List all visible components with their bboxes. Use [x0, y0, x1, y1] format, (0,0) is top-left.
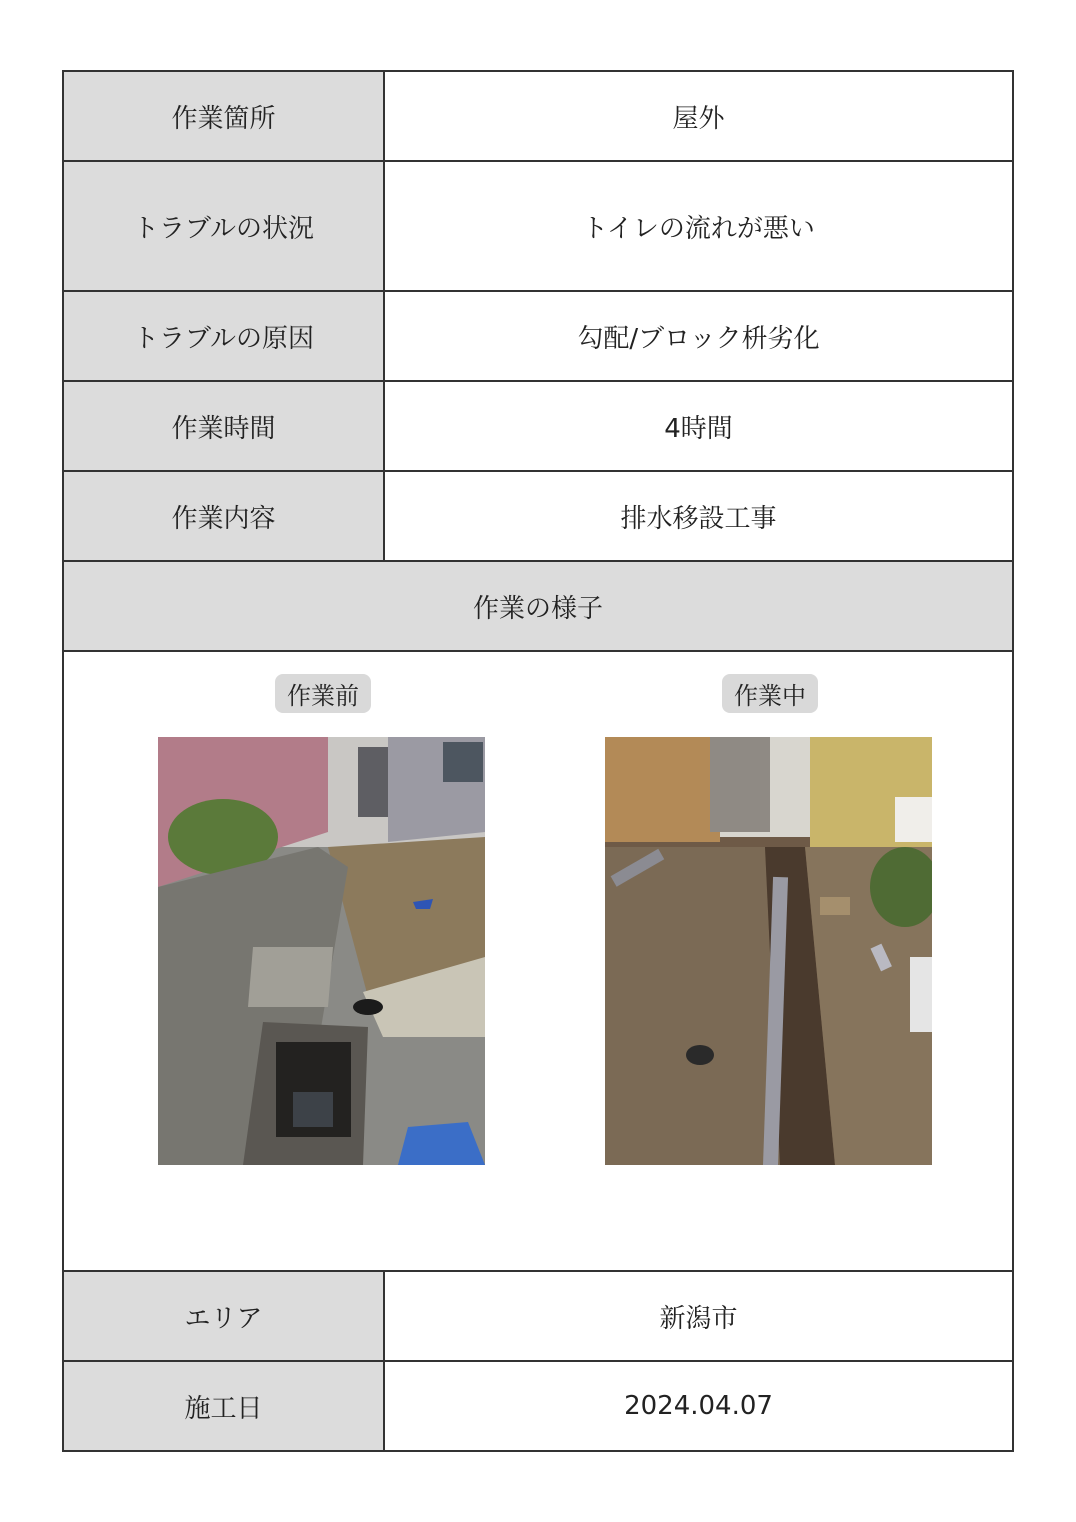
- row-work-time: [62, 380, 1014, 470]
- row-work-location: [62, 70, 1014, 160]
- row-construction-date: [62, 1360, 1014, 1452]
- work-time-label: 作業時間: [64, 382, 385, 470]
- work-location-label: 作業箇所: [64, 72, 385, 160]
- trouble-status-value: トイレの流れが悪い: [385, 162, 1012, 290]
- work-content-label: 作業内容: [64, 472, 385, 560]
- construction-date-value: 2024.04.07: [385, 1362, 1012, 1450]
- before-photo: [158, 737, 485, 1165]
- photo-section: [62, 650, 1014, 1270]
- trouble-cause-value: 勾配/ブロック枡劣化: [385, 292, 1012, 380]
- trouble-cause-label: トラブルの原因: [64, 292, 385, 380]
- during-photo: [605, 737, 932, 1165]
- photo-section-heading: 作業の様子: [62, 560, 1014, 650]
- area-value: 新潟市: [385, 1272, 1012, 1360]
- before-photo-column: [158, 674, 488, 1165]
- work-content-value: 排水移設工事: [385, 472, 1012, 560]
- row-area: [62, 1270, 1014, 1360]
- during-tag: 作業中: [722, 674, 818, 713]
- construction-date-label: 施工日: [64, 1362, 385, 1450]
- work-report-sheet: [62, 70, 1014, 1452]
- trouble-status-label: トラブルの状況: [64, 162, 385, 290]
- row-trouble-cause: [62, 290, 1014, 380]
- area-label: エリア: [64, 1272, 385, 1360]
- row-trouble-status: [62, 160, 1014, 290]
- row-work-content: [62, 470, 1014, 560]
- before-tag: 作業前: [275, 674, 371, 713]
- work-location-value: 屋外: [385, 72, 1012, 160]
- during-photo-column: [605, 674, 935, 1165]
- work-time-value: 4時間: [385, 382, 1012, 470]
